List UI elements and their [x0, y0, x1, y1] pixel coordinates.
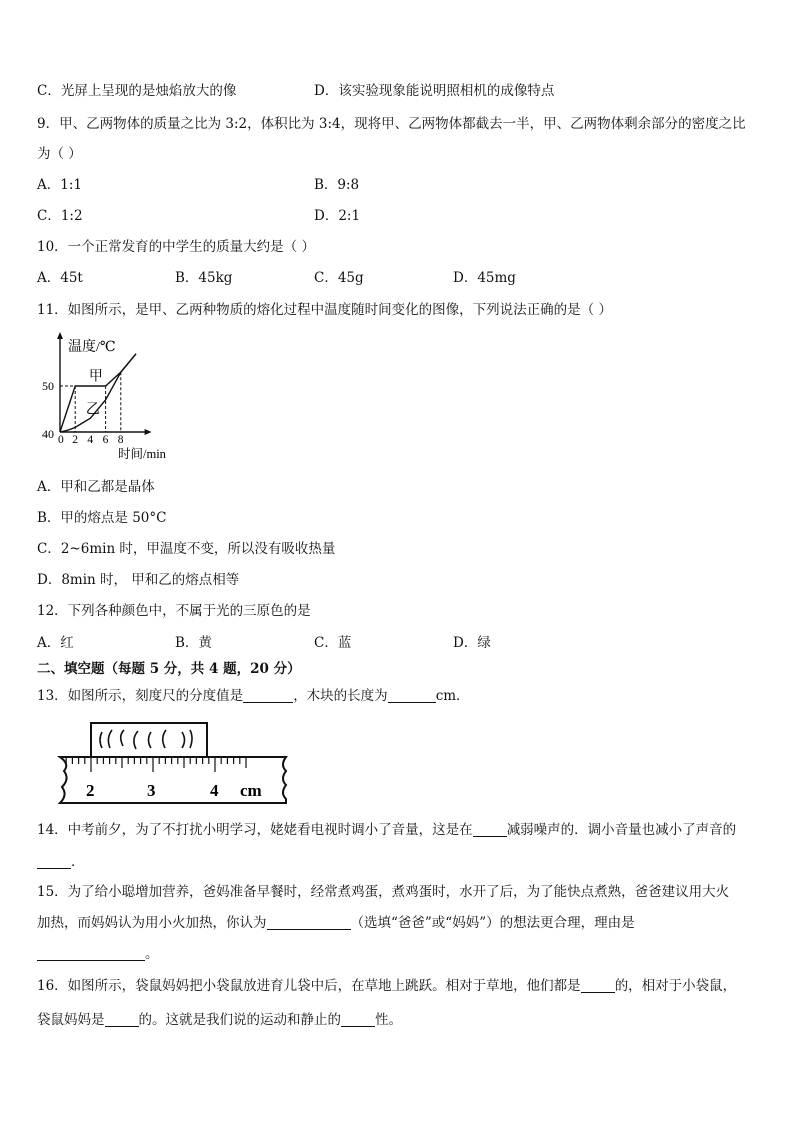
- y-tick-label: 50: [42, 379, 54, 393]
- q16-line2: [37, 1011, 402, 1029]
- q15-line1: 15．为了给小聪增加营养，爸妈准备早餐时，经常煮鸡蛋，煮鸡蛋时，水开了后，为了能快点煮熟，爸爸建议用大火: [37, 884, 730, 900]
- y-axis-arrow: [57, 332, 63, 339]
- q14-line2: [37, 853, 85, 871]
- q11-stem: 11．如图所示，是甲、乙两种物质的熔化过程中温度随时间变化的图像，下列说法正确的是（ ）: [37, 302, 612, 318]
- q16-text-3: 袋鼠妈妈是: [37, 1012, 105, 1028]
- series-jia-line: [60, 354, 136, 432]
- q14-blank-1[interactable]: [473, 822, 507, 837]
- q14-text-1: 14．中考前夕，为了不打扰小明学习，姥姥看电视时调小了音量，这是在: [37, 822, 473, 838]
- q15-blank-reason[interactable]: [37, 946, 145, 961]
- q12-option-c: C．蓝: [314, 635, 352, 651]
- q11-option-c: C．2~6min 时，甲温度不变，所以没有吸收热量: [37, 541, 336, 557]
- x-tick-label: 2: [72, 434, 78, 446]
- q12-option-d: D．绿: [453, 635, 491, 651]
- q16-text-4: 的。这就是我们说的运动和静止的: [138, 1012, 341, 1028]
- melting-curve-chart: [30, 330, 190, 465]
- q16-text-2: 的，相对于小袋鼠，: [614, 978, 737, 994]
- q11-option-d: D．8min 时， 甲和乙的熔点相等: [37, 572, 240, 588]
- q15-text-1: 加热，而妈妈认为用小火加热，你认为: [37, 915, 267, 931]
- q13-stem: [37, 687, 470, 705]
- q16-blank-3[interactable]: [341, 1012, 375, 1027]
- q16-line1: [37, 977, 736, 995]
- ruler-label-4: 4: [210, 781, 219, 800]
- q16-text-1: 16．如图所示，袋鼠妈妈把小袋鼠放进育儿袋中后，在草地上跳跃。相对于草地，他们都是: [37, 978, 581, 994]
- series-yi-line: [60, 354, 136, 432]
- section-title-fill-in: 二、填空题（每题 5 分，共 4 题，20 分）: [37, 661, 301, 677]
- x-axis-arrow: [145, 429, 152, 435]
- x-axis-label: 时间/min: [118, 447, 166, 461]
- q16-text-5: 性。: [375, 1012, 402, 1028]
- y-axis-label: 温度/℃: [68, 340, 116, 355]
- x-tick-label: 8: [117, 434, 124, 446]
- q10-stem: 10．一个正常发育的中学生的质量大约是（ ）: [37, 239, 315, 255]
- q8-option-c: C．光屏上呈现的是烛焰放大的像: [37, 83, 237, 99]
- ruler-with-block-figure: [50, 718, 300, 810]
- q15-line3: [37, 945, 159, 963]
- q10-option-d: D．45mg: [453, 270, 516, 286]
- ruler-label-3: 3: [147, 781, 156, 800]
- q13-text-2: ，木块的长度为: [293, 688, 388, 704]
- ruler-unit: cm: [240, 781, 262, 800]
- q15-text-2: （选填“爸爸”或“妈妈”）的想法更合理，理由是: [350, 915, 635, 931]
- q13-blank-length[interactable]: [388, 688, 436, 703]
- x-tick-label: 4: [87, 434, 94, 446]
- q15-line2: [37, 914, 635, 932]
- x-tick-label: 6: [102, 434, 109, 446]
- x-tick-label: 0: [58, 434, 64, 446]
- y-tick-label: 40: [42, 427, 54, 441]
- q13-text-3: cm．: [435, 688, 470, 704]
- q12-stem: 12．下列各种颜色中，不属于光的三原色的是: [37, 603, 311, 619]
- q16-blank-2[interactable]: [105, 1012, 139, 1027]
- q10-option-c: C．45g: [314, 270, 364, 286]
- series-label-yi: 乙: [85, 402, 100, 418]
- q11-option-b: B．甲的熔点是 50°C: [37, 510, 167, 526]
- q15-blank-choice[interactable]: [267, 915, 351, 930]
- q11-option-a: A．甲和乙都是晶体: [37, 479, 155, 495]
- q10-option-a: A．45t: [37, 270, 83, 286]
- q16-blank-1[interactable]: [581, 978, 615, 993]
- q13-blank-division[interactable]: [243, 688, 293, 703]
- q9-option-a: A．1:1: [37, 177, 82, 193]
- q8-option-d: D．该实验现象能说明照相机的成像特点: [314, 83, 555, 99]
- series-label-jia: 甲: [88, 369, 103, 385]
- q9-stem-line1: 9．甲、乙两物体的质量之比为 3:2，体积比为 3:4，现将甲、乙两物体都截去一半，甲、乙两物体剩余部分的密度之比: [37, 116, 746, 132]
- q9-stem-line2: 为（ ）: [37, 146, 82, 162]
- q15-text-3: 。: [145, 946, 159, 962]
- q12-option-b: B．黄: [175, 635, 212, 651]
- q13-text-1: 13．如图所示，刻度尺的分度值是: [37, 688, 244, 704]
- q14-line1: [37, 821, 736, 839]
- q9-option-d: D．2:1: [314, 208, 361, 224]
- q10-option-b: B．45kg: [175, 270, 233, 286]
- q12-option-a: A．红: [37, 635, 74, 651]
- q14-blank-2[interactable]: [37, 854, 71, 869]
- q14-text-2: 减弱噪声的．调小音量也减小了声音的: [506, 822, 737, 838]
- q9-option-b: B．9:8: [314, 177, 360, 193]
- q14-text-3: ．: [71, 854, 85, 870]
- ruler-label-2: 2: [86, 781, 95, 800]
- q9-option-c: C．1:2: [37, 208, 83, 224]
